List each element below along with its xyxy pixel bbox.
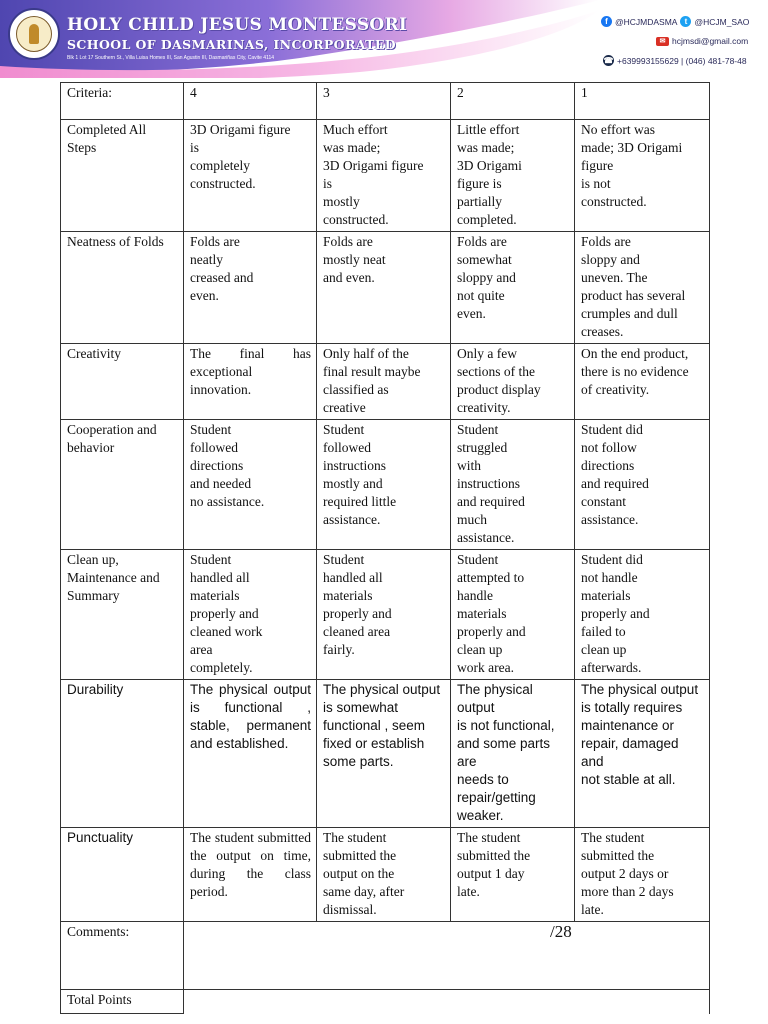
score-4-cell: Student followed directions and needed no assistance.	[184, 420, 317, 550]
score-4-cell: The final has exceptional innovation.	[184, 344, 317, 420]
seal-figure	[29, 24, 39, 44]
header-score-3: 3	[317, 83, 451, 120]
score-3-cell: The physical output is somewhat functional , seem fixed or establish some parts.	[317, 680, 451, 828]
school-seal	[16, 16, 52, 52]
score-2-cell: The physical output is not functional, and some parts are needs to repair/getting weaker.	[451, 680, 575, 828]
table-row	[61, 120, 710, 232]
facebook-icon: f	[601, 16, 612, 27]
score-4-cell: 3D Origami figure is completely constructed.	[184, 120, 317, 232]
score-1-cell: Student did not follow directions and required constant assistance.	[575, 420, 710, 550]
score-1-cell: No effort was made; 3D Origami figure is not constructed.	[575, 120, 710, 232]
criteria-cell: Completed All Steps	[61, 120, 184, 232]
table-row	[61, 680, 710, 828]
school-address: Blk 1 Lot 17 Southern St., Villa Luisa Homes III, San Agustin III, Dasmariñas City, Cavite 4114	[67, 55, 275, 61]
criteria-cell: Cooperation and behavior	[61, 420, 184, 550]
rubric-table	[60, 82, 710, 1014]
score-2-cell: Student struggled with instructions and required much assistance.	[451, 420, 575, 550]
table-row	[61, 232, 710, 344]
facebook-handle[interactable]: @HCJMDASMA	[615, 16, 678, 27]
social-contacts	[601, 16, 749, 27]
criteria-cell: Clean up, Maintenance and Summary	[61, 550, 184, 680]
email-address[interactable]: hcjmsdi@gmail.com	[672, 36, 749, 46]
score-2-cell: Little effort was made; 3D Origami figure is partially completed.	[451, 120, 575, 232]
score-1-cell: The student submitted the output 2 days or more than 2 days late.	[575, 828, 710, 922]
phone-icon: ☎	[603, 56, 614, 65]
total-label: Total Points	[61, 990, 184, 1014]
score-4-cell: Folds are neatly creased and even.	[184, 232, 317, 344]
letterhead	[0, 0, 768, 78]
email-contact	[656, 36, 748, 46]
score-3-cell: The student submitted the output on the same day, after dismissal.	[317, 828, 451, 922]
comments-label: Comments:	[61, 922, 184, 990]
score-3-cell: Much effort was made; 3D Origami figure is mostly constructed.	[317, 120, 451, 232]
school-name-line1: HOLY CHILD JESUS MONTESSORI	[67, 15, 408, 35]
score-4-cell: The physical output is functional , stable, permanent and established.	[184, 680, 317, 828]
phone-numbers: +639993155629 | (046) 481-78-48	[617, 55, 747, 66]
score-1-cell: The physical output is totally requires maintenance or repair, damaged and not stable at all.	[575, 680, 710, 828]
score-2-cell: Folds are somewhat sloppy and not quite even.	[451, 232, 575, 344]
twitter-icon: t	[680, 16, 691, 27]
header-score-4: 4	[184, 83, 317, 120]
criteria-cell: Creativity	[61, 344, 184, 420]
table-row	[61, 828, 710, 922]
score-3-cell: Student followed instructions mostly and required little assistance.	[317, 420, 451, 550]
score-3-cell: Only half of the final result maybe classified as creative	[317, 344, 451, 420]
comments-row	[61, 922, 710, 990]
table-row	[61, 420, 710, 550]
comments-area[interactable]	[184, 922, 710, 990]
criteria-cell: Durability	[61, 680, 184, 828]
score-4-cell: The student submitted the output on time, during the class period.	[184, 828, 317, 922]
score-1-cell: Folds are sloppy and uneven. The product has several crumples and dull creases.	[575, 232, 710, 344]
score-1-cell: Student did not handle materials properly and failed to clean up afterwards.	[575, 550, 710, 680]
score-2-cell: Student attempted to handle materials properly and clean up work area.	[451, 550, 575, 680]
phone-contact	[603, 55, 747, 66]
total-area[interactable]	[184, 990, 710, 1014]
email-icon: ✉	[656, 37, 669, 46]
header-score-1: 1	[575, 83, 710, 120]
school-logo	[8, 8, 60, 60]
criteria-cell: Punctuality	[61, 828, 184, 922]
score-1-cell: On the end product, there is no evidence of creativity.	[575, 344, 710, 420]
table-row	[61, 550, 710, 680]
table-row	[61, 344, 710, 420]
score-3-cell: Folds are mostly neat and even.	[317, 232, 451, 344]
score-2-cell: The student submitted the output 1 day late.	[451, 828, 575, 922]
header-score-2: 2	[451, 83, 575, 120]
table-header-row	[61, 83, 710, 120]
header-criteria: Criteria:	[61, 83, 184, 120]
twitter-handle[interactable]: @HCJM_SAO	[694, 16, 750, 27]
total-row	[61, 990, 710, 1014]
total-points-value: /28	[550, 922, 572, 941]
criteria-cell: Neatness of Folds	[61, 232, 184, 344]
score-3-cell: Student handled all materials properly and cleaned area fairly.	[317, 550, 451, 680]
score-2-cell: Only a few sections of the product display creativity.	[451, 344, 575, 420]
score-4-cell: Student handled all materials properly and cleaned work area completely.	[184, 550, 317, 680]
school-name-line2: SCHOOL OF DASMARINAS, INCORPORATED	[67, 37, 397, 52]
